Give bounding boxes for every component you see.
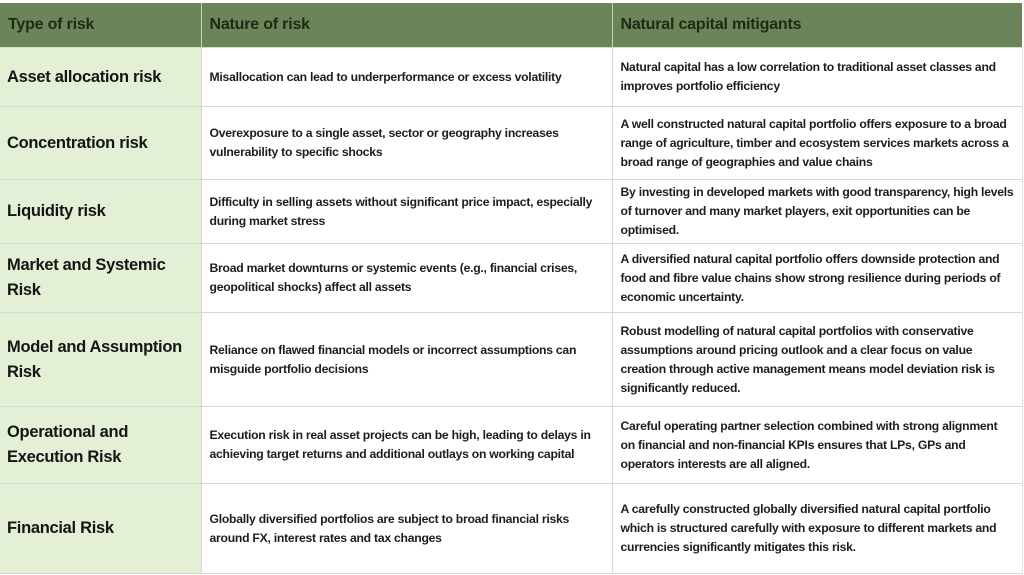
nature-cell: Execution risk in real asset projects can be high, leading to delays in achieving target returns and additional outlays on working capital bbox=[201, 407, 612, 484]
table-row bbox=[0, 484, 1022, 574]
table-header bbox=[0, 3, 1022, 48]
risk-type-cell: Financial Risk bbox=[0, 484, 201, 574]
risk-type-cell: Operational and Execution Risk bbox=[0, 407, 201, 484]
risk-type-cell: Market and Systemic Risk bbox=[0, 244, 201, 313]
risk-type-cell: Liquidity risk bbox=[0, 180, 201, 244]
risk-table bbox=[0, 3, 1023, 574]
mitigants-cell: A carefully constructed globally diversified natural capital portfolio which is structured carefully with exposure to different markets and currencies significantly mitigates this risk. bbox=[612, 484, 1022, 574]
nature-cell: Difficulty in selling assets without significant price impact, especially during market stress bbox=[201, 180, 612, 244]
table-row bbox=[0, 313, 1022, 407]
mitigants-cell: Natural capital has a low correlation to traditional asset classes and improves portfolio efficiency bbox=[612, 48, 1022, 107]
risk-type-cell: Asset allocation risk bbox=[0, 48, 201, 107]
mitigants-cell: Careful operating partner selection combined with strong alignment on financial and non-financial KPIs ensures that LPs, GPs and operators interests are all aligned. bbox=[612, 407, 1022, 484]
table-row bbox=[0, 48, 1022, 107]
header-nature-of-risk: Nature of risk bbox=[201, 3, 612, 48]
table-body bbox=[0, 48, 1022, 574]
nature-cell: Reliance on flawed financial models or incorrect assumptions can misguide portfolio decisions bbox=[201, 313, 612, 407]
mitigants-cell: A well constructed natural capital portfolio offers exposure to a broad range of agriculture, timber and ecosystem services markets across a broad range of geographies and value chains bbox=[612, 107, 1022, 180]
header-natural-capital-mitigants: Natural capital mitigants bbox=[612, 3, 1022, 48]
nature-cell: Overexposure to a single asset, sector or geography increases vulnerability to specific shocks bbox=[201, 107, 612, 180]
table-row bbox=[0, 180, 1022, 244]
table-row bbox=[0, 107, 1022, 180]
header-row bbox=[0, 3, 1022, 48]
mitigants-cell: By investing in developed markets with good transparency, high levels of turnover and many market players, exit opportunities can be optimised. bbox=[612, 180, 1022, 244]
risk-type-cell: Concentration risk bbox=[0, 107, 201, 180]
table-row bbox=[0, 407, 1022, 484]
nature-cell: Globally diversified portfolios are subject to broad financial risks around FX, interest rates and tax changes bbox=[201, 484, 612, 574]
nature-cell: Misallocation can lead to underperformance or excess volatility bbox=[201, 48, 612, 107]
table-row bbox=[0, 244, 1022, 313]
nature-cell: Broad market downturns or systemic events (e.g., financial crises, geopolitical shocks) affect all assets bbox=[201, 244, 612, 313]
mitigants-cell: Robust modelling of natural capital portfolios with conservative assumptions around pricing outlook and a clear focus on value creation through active management means model deviation risk is significantly reduced. bbox=[612, 313, 1022, 407]
risk-type-cell: Model and Assumption Risk bbox=[0, 313, 201, 407]
mitigants-cell: A diversified natural capital portfolio offers downside protection and food and fibre value chains show strong resilience during periods of economic uncertainty. bbox=[612, 244, 1022, 313]
header-type-of-risk: Type of risk bbox=[0, 3, 201, 48]
